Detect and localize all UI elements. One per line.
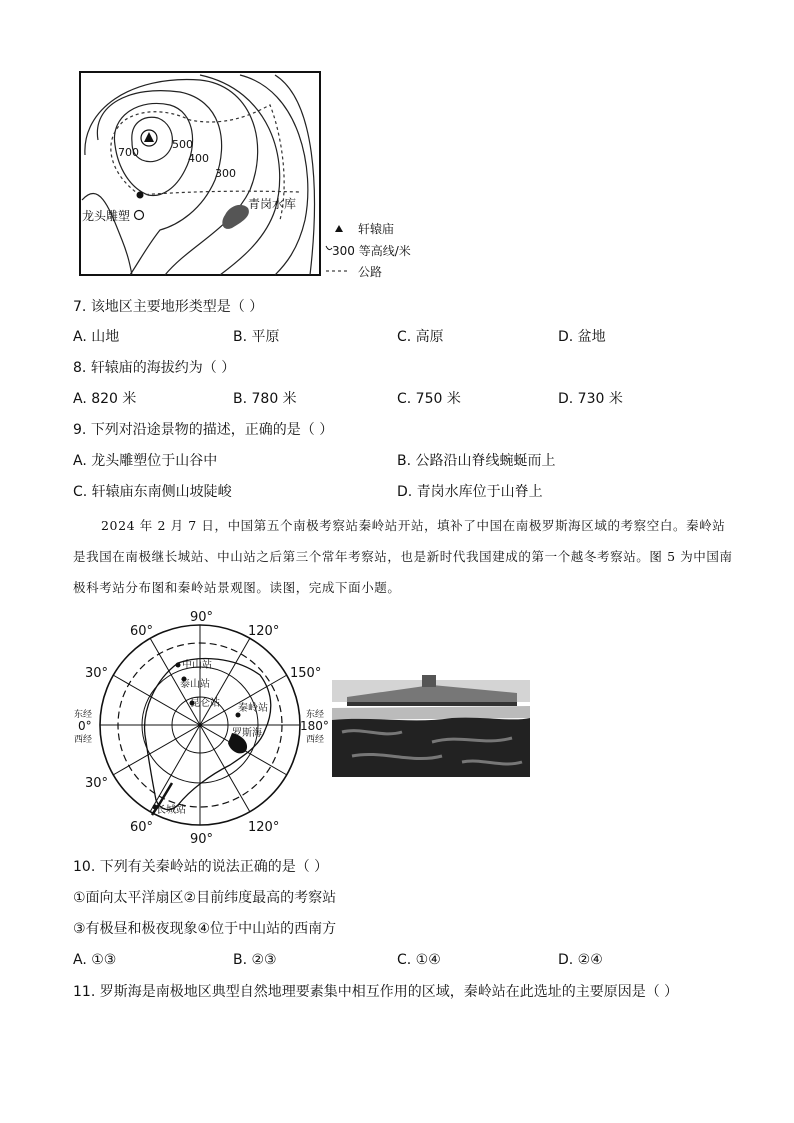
option-8d: D. 730 米 <box>558 391 623 407</box>
lon-label-90-top: 90° <box>190 610 214 625</box>
contour-line <box>275 75 314 275</box>
question-10 <box>73 857 328 877</box>
reservoir-label: 青岗水库 <box>248 197 297 211</box>
station-kunlun-label: 昆仑站 <box>190 698 220 709</box>
lon-label-150-upper: 150° <box>290 666 322 681</box>
question-text: 轩辕庙的海拔约为（ ） <box>90 360 236 376</box>
option-10a: A. ①③ <box>73 952 117 968</box>
snow-ground <box>332 706 530 720</box>
lon-label-30-upper: 30° <box>85 666 109 681</box>
lon-label-60-top: 60° <box>130 624 154 639</box>
zero-label: 0° <box>78 719 92 733</box>
ross-sea-label: 罗斯海 <box>232 728 262 739</box>
station-zhongshan-dot <box>176 663 181 668</box>
legend-temple-icon <box>335 225 343 232</box>
reservoir-shape <box>222 205 249 229</box>
question-8 <box>73 358 235 378</box>
option-7d: D. 盆地 <box>558 329 606 345</box>
east-label-right: 东经 <box>306 710 325 720</box>
question-text: 下列对沿途景物的描述，正确的是（ ） <box>90 422 334 438</box>
temple-icon <box>144 132 154 142</box>
option-8b: B. 780 米 <box>233 391 297 407</box>
legend-temple-label: 轩辕庙 <box>358 222 395 236</box>
antarctic-station-map <box>60 605 335 850</box>
contour-label: 700 <box>118 146 139 159</box>
option-8a: A. 820 米 <box>73 391 137 407</box>
contour-line <box>240 75 308 275</box>
option-9d: D. 青岗水库位于山脊上 <box>397 484 543 500</box>
question-text: 下列有关秦岭站的说法正确的是（ ） <box>99 859 329 875</box>
west-label-left: 西经 <box>74 735 93 745</box>
rocky-shore <box>332 718 530 777</box>
lon-label-120-bottom: 120° <box>248 820 280 835</box>
option-7a: A. 山地 <box>73 329 120 345</box>
contour-label: 400 <box>188 152 209 165</box>
west-label-right: 西经 <box>306 735 325 745</box>
lon-label-30-lower: 30° <box>85 776 109 791</box>
question-number: 10. <box>73 859 96 875</box>
legend-road-label: 公路 <box>358 265 383 279</box>
option-9b: B. 公路沿山脊线蜿蜒而上 <box>397 453 556 469</box>
legend-contour-label: 300 等高线/米 <box>332 244 411 258</box>
question-9 <box>73 420 333 440</box>
station-qinling-label: 秦岭站 <box>238 703 268 714</box>
question-text: 罗斯海是南极地区典型自然地理要素集中相互作用的区域，秦岭站在此选址的主要原因是（ ） <box>99 984 679 1000</box>
option-9a: A. 龙头雕塑位于山谷中 <box>73 453 218 469</box>
contour-label: 300 <box>215 167 236 180</box>
lon-label-120-top: 120° <box>248 624 280 639</box>
station-zhongshan-label: 中山站 <box>182 660 212 671</box>
topographic-map <box>70 70 425 285</box>
lon-label-90-bottom: 90° <box>190 832 214 847</box>
option-7c: C. 高原 <box>397 329 444 345</box>
question-number: 8. <box>73 360 87 376</box>
qinling-station-photo <box>332 672 530 777</box>
map-frame <box>80 72 320 275</box>
station-changcheng-label: 长城站 <box>156 805 186 816</box>
question-number: 7. <box>73 299 87 315</box>
option-10c: C. ①④ <box>397 952 441 968</box>
statement-line-1: ①面向太平洋扇区②目前纬度最高的考察站 <box>73 890 337 906</box>
question-7 <box>73 297 263 317</box>
question-11 <box>73 982 678 1002</box>
passage <box>73 510 733 603</box>
station-taishan-label: 泰山站 <box>180 679 210 690</box>
question-number: 11. <box>73 984 96 1000</box>
question-text: 该地区主要地形类型是（ ） <box>90 299 264 315</box>
contour-line <box>200 75 280 275</box>
statement-line-2: ③有极昼和极夜现象④位于中山站的西南方 <box>73 921 337 937</box>
option-8c: C. 750 米 <box>397 391 461 407</box>
option-10b: B. ②③ <box>233 952 277 968</box>
statue-label: 龙头雕塑 <box>82 209 131 223</box>
contour-line <box>82 194 132 275</box>
lon-label-60-bottom: 60° <box>130 820 154 835</box>
option-7b: B. 平原 <box>233 329 280 345</box>
contour-label: 500 <box>172 138 193 151</box>
option-9c: C. 轩辕庙东南侧山坡陡峻 <box>73 484 232 500</box>
oneeighty-label: 180° <box>300 719 329 733</box>
passage-text: 2024 年 2 月 7 日，中国第五个南极考察站秦岭站开站，填补了中国在南极罗斯海区域的考察空白。秦岭站是我国在南极继长城站、中山站之后第三个常年考察站，也是新时代我国建成的第一个越冬考察站。图 5 为中国南极科考站分布图和秦岭站景观图。读图，完成下面小题。 <box>73 518 733 595</box>
road-junction-dot <box>137 192 144 199</box>
option-10d: D. ②④ <box>558 952 603 968</box>
east-label-left: 东经 <box>74 710 93 720</box>
statue-marker-icon <box>135 211 144 220</box>
question-number: 9. <box>73 422 87 438</box>
